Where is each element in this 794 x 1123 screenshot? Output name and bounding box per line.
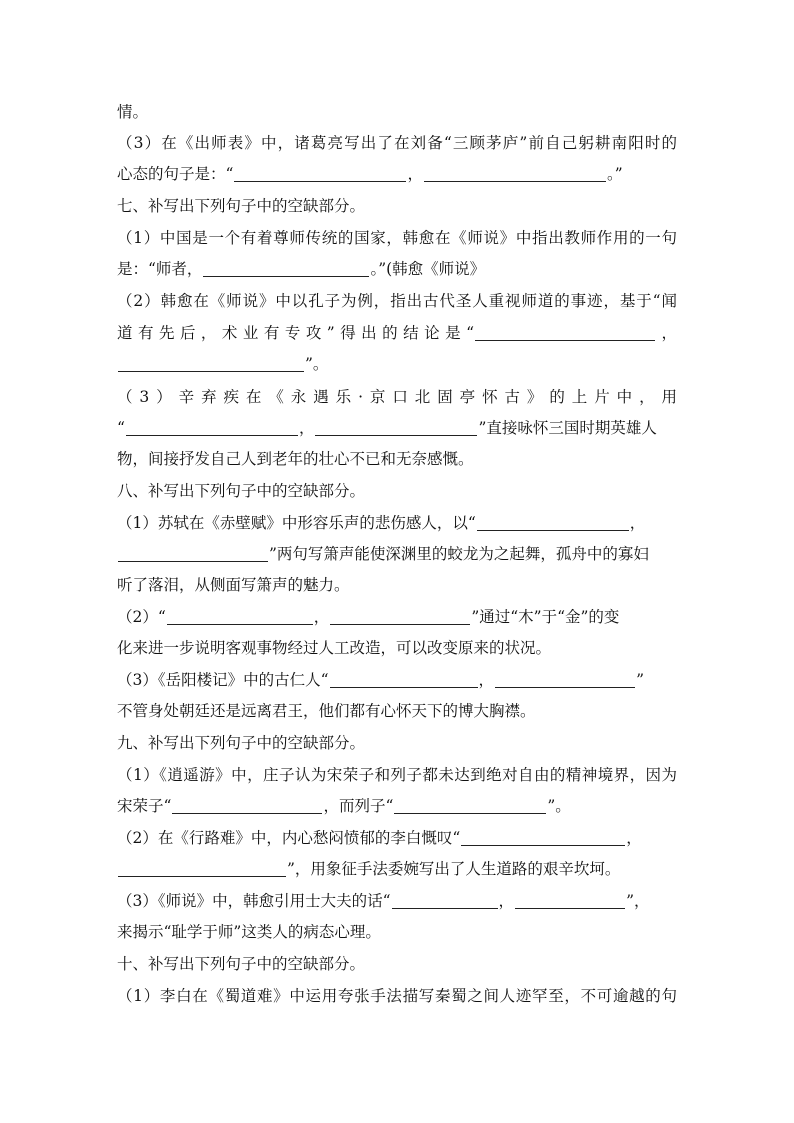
line-text: （3）在《出师表》中，诸葛亮写出了在刘备“三顾茅庐”前自己躬耕南阳时的 — [117, 134, 677, 152]
section-heading — [117, 728, 677, 758]
line-text: 道有先后，术业有专攻”得出的结论是“ — [117, 324, 474, 342]
line-text: ， — [313, 608, 330, 626]
text-line — [117, 223, 677, 253]
answer-blank[interactable] — [330, 623, 470, 625]
answer-blank[interactable] — [475, 339, 655, 341]
answer-blank[interactable] — [118, 875, 286, 877]
line-text: （1）李白在《蜀道难》中运用夸张手法描写秦蜀之间人迹罕至，不可逾越的句 — [117, 987, 677, 1005]
line-text: （2）“ — [117, 608, 166, 626]
line-text: （3）《师说》中，韩愈引用士大夫的话“ — [117, 892, 391, 910]
answer-blank[interactable] — [172, 812, 322, 814]
line-text: 九、补写出下列句子中的空缺部分。 — [117, 734, 366, 752]
text-line — [117, 665, 677, 695]
answer-blank[interactable] — [461, 844, 625, 846]
answer-blank[interactable] — [118, 370, 304, 372]
line-text: ”。 — [547, 797, 571, 815]
line-text: ， — [407, 165, 423, 183]
answer-blank[interactable] — [330, 686, 478, 688]
line-text: （1）《逍遥游》中，庄子认为宋荣子和列子都未达到绝对自由的精神境界，因为 — [117, 766, 677, 784]
line-text: 心态的句子是：“ — [117, 165, 234, 183]
text-line — [117, 539, 677, 569]
answer-blank[interactable] — [118, 560, 268, 562]
text-line — [117, 413, 677, 443]
line-text: ” — [636, 671, 644, 689]
text-line — [117, 444, 677, 474]
line-text: （2）韩愈在《师说》中以孔子为例，指出古代圣人重视师道的事迹，基于“闻 — [117, 292, 677, 310]
text-line — [117, 696, 677, 726]
line-text: 物，间接抒发自己人到老年的壮心不已和无奈感慨。 — [117, 450, 474, 468]
text-line — [117, 886, 677, 916]
text-line — [117, 159, 677, 189]
line-text: ”， — [626, 892, 650, 910]
line-text: 化来进一步说明客观事物经过人工改造，可以改变原来的状况。 — [117, 639, 552, 657]
line-text: ， — [626, 829, 642, 847]
answer-blank[interactable] — [392, 907, 498, 909]
line-text: （1）苏轼在《赤壁赋》中形容乐声的悲伤感人，以“ — [117, 514, 476, 532]
line-text: 是：“师者， — [117, 260, 203, 278]
line-text: （2）在《行路难》中，内心愁闷愤郁的李白慨叹“ — [117, 829, 461, 847]
answer-blank[interactable] — [515, 907, 625, 909]
answer-blank[interactable] — [394, 812, 546, 814]
line-text: 七、补写出下列句子中的空缺部分。 — [117, 197, 366, 215]
line-text: ， — [298, 419, 315, 437]
text-line — [117, 286, 677, 316]
text-line — [117, 633, 677, 663]
line-text: （3）辛弃疾在《永遇乐·京口北固亭怀古》的上片中，用 — [117, 388, 677, 406]
text-line — [117, 318, 677, 348]
line-text: 宋荣子“ — [117, 797, 172, 815]
text-line — [117, 508, 677, 538]
text-line — [117, 254, 677, 284]
answer-blank[interactable] — [477, 529, 629, 531]
line-text: ”，用象征手法委婉写出了人生道路的艰辛坎坷。 — [287, 860, 621, 878]
line-text: 八、补写出下列句子中的空缺部分。 — [117, 482, 366, 500]
section-heading — [117, 476, 677, 506]
line-text: 情。 — [117, 103, 149, 121]
answer-blank[interactable] — [495, 686, 635, 688]
line-text: （3）《岳阳楼记》中的古仁人“ — [117, 671, 329, 689]
text-line — [117, 854, 677, 884]
line-text: ， — [629, 514, 646, 532]
line-text: ”两句写箫声能使深渊里的蛟龙为之起舞，孤舟中的寡妇 — [269, 545, 649, 563]
line-text: ， — [478, 671, 495, 689]
section-heading — [117, 191, 677, 221]
text-line — [117, 760, 677, 790]
answer-blank[interactable] — [167, 623, 313, 625]
line-text: 。” — [606, 165, 623, 183]
text-line — [117, 791, 677, 821]
line-text: 。”(韩愈《师说》 — [370, 260, 486, 278]
line-text: ”通过“木”于“金”的变 — [471, 608, 620, 626]
line-text: （1）中国是一个有着尊师传统的国家，韩愈在《师说》中指出教师作用的一句 — [117, 229, 677, 247]
line-text: 听了落泪，从侧面写箫声的魅力。 — [117, 576, 350, 594]
line-text: ”。 — [305, 355, 329, 373]
answer-blank[interactable] — [234, 180, 406, 182]
line-text: ， — [656, 324, 677, 342]
text-line — [117, 349, 677, 379]
line-text: ， — [498, 892, 515, 910]
answer-blank[interactable] — [203, 275, 369, 277]
text-line — [117, 917, 677, 947]
text-line — [117, 382, 677, 412]
line-text: “ — [117, 419, 125, 437]
line-text: ”直接咏怀三国时期英雄人 — [478, 419, 657, 437]
line-text: 不管身处朝廷还是远离君王，他们都有心怀天下的博大胸襟。 — [117, 702, 536, 720]
answer-blank[interactable] — [126, 434, 298, 436]
line-text: 来揭示“耻学于师”这类人的病态心理。 — [117, 923, 381, 941]
text-line — [117, 128, 677, 158]
text-line — [117, 97, 677, 127]
text-line — [117, 570, 677, 600]
text-line — [117, 602, 677, 632]
text-line — [117, 981, 677, 1011]
line-text: 十、补写出下列句子中的空缺部分。 — [117, 955, 366, 973]
line-text: ，而列子“ — [323, 797, 394, 815]
answer-blank[interactable] — [315, 434, 477, 436]
section-heading — [117, 949, 677, 979]
answer-blank[interactable] — [424, 180, 606, 182]
text-line — [117, 823, 677, 853]
